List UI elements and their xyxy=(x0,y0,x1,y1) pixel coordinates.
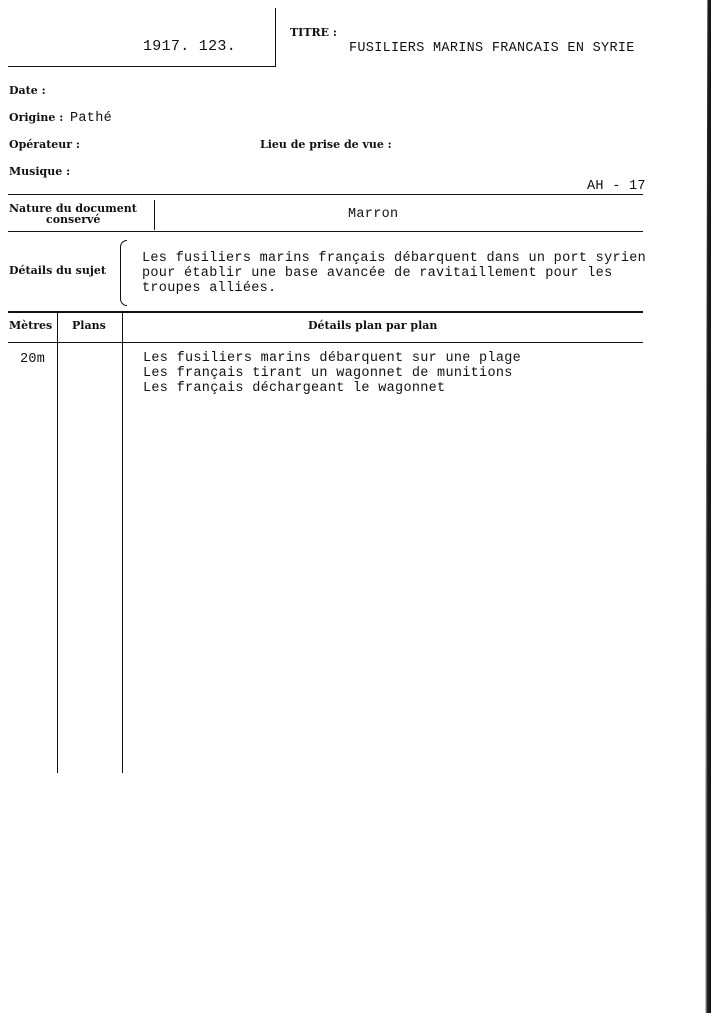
col-divider-1 xyxy=(57,313,58,773)
reference-number: 1917. 123. xyxy=(143,38,237,55)
lieu-label: Lieu de prise de vue : xyxy=(260,138,392,151)
nature-label-line2: conservé xyxy=(46,213,101,226)
table-top-rule xyxy=(8,311,643,313)
origine-value: Pathé xyxy=(70,111,113,126)
detail-lines xyxy=(143,351,521,396)
table-header-rule xyxy=(8,342,643,343)
origine-label: Origine : xyxy=(9,111,64,124)
nature-value: Marron xyxy=(348,207,399,222)
nature-label-line1: Nature du document xyxy=(9,202,137,215)
scan-edge xyxy=(702,0,711,1013)
sujet-line-1: Les fusiliers marins français débarquent dans un port syrien xyxy=(142,251,647,266)
detail-line-1: Les fusiliers marins débarquent sur une plage xyxy=(143,351,522,366)
nature-bottom-rule xyxy=(8,231,643,232)
header-divider xyxy=(275,8,276,66)
nature-top-rule xyxy=(8,194,643,195)
sujet-line-3: troupes alliées. xyxy=(142,281,277,296)
operateur-label: Opérateur : xyxy=(9,138,80,151)
header-underline xyxy=(8,66,276,67)
col-header-details: Détails plan par plan xyxy=(308,319,438,332)
col-divider-2 xyxy=(122,313,123,773)
details-sujet-text xyxy=(142,251,646,296)
titre-label: TITRE : xyxy=(290,26,337,39)
sujet-line-2: pour établir une base avancée de ravitaillement pour les xyxy=(142,266,613,281)
metres-value: 20m xyxy=(20,352,46,367)
col-header-plans: Plans xyxy=(72,319,106,332)
date-label: Date : xyxy=(9,84,46,97)
details-sujet-label: Détails du sujet xyxy=(9,264,106,277)
archive-code: AH - 17 xyxy=(587,179,646,194)
detail-line-3: Les français déchargeant le wagonnet xyxy=(143,381,446,396)
musique-label: Musique : xyxy=(9,165,71,178)
nature-divider xyxy=(154,200,155,230)
details-sujet-brace xyxy=(120,240,127,306)
col-header-metres: Mètres xyxy=(9,319,53,332)
titre-value: FUSILIERS MARINS FRANCAIS EN SYRIE xyxy=(349,41,635,56)
detail-line-2: Les français tirant un wagonnet de munitions xyxy=(143,366,513,381)
